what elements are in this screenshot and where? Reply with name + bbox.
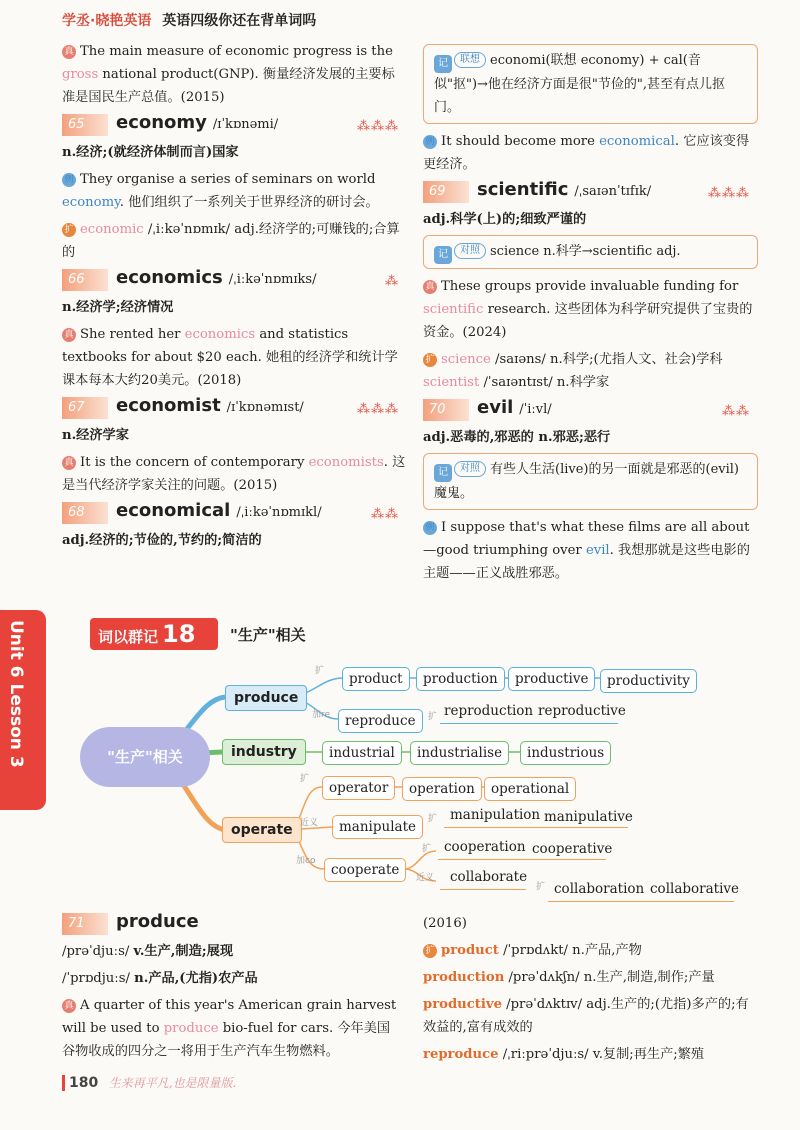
entry-number: 69 [423,181,469,203]
frequency-stars: ⁂⁂ [371,507,399,522]
exam-icon: 真 [62,45,76,59]
entry-number: 67 [62,397,108,419]
entry-number: 70 [423,399,469,421]
extension: 扩 product /ˈprɒdʌkt/ n.产品,产物 [423,939,758,962]
word-collaboration: collaboration [554,881,645,897]
word-cooperative: cooperative [532,841,613,857]
entry-economist [62,396,407,422]
extend-icon: 扩 [423,353,437,367]
example-icon: 例 [423,521,437,535]
example-sentence: 真 She rented her economics and statistics textbooks for about $20 each. 她租的经济学和统计学课本每本大约20美元。(2018) [62,327,398,388]
entry-produce [62,912,400,938]
underline [444,827,628,828]
word-industrial: industrial [322,741,402,765]
definition: adj.恶毒的,邪恶的 n.邪恶;恶行 [423,430,611,445]
word-production: production [416,667,505,691]
word-collaborate: collaborate [450,869,528,885]
label-ext: 扩 [428,712,438,722]
exam-year: (2016) [423,916,467,931]
definition: n.经济学;经济情况 [62,300,174,315]
definition: adj.经济的;节俭的,节约的;简洁的 [62,533,262,548]
example-icon: 例 [423,135,437,149]
example-sentence: 例 It should become more economical. 它应该变得更经济。 [423,134,750,172]
extension: productive /prəˈdʌktɪv/ adj.生产的;(尤指)多产的;有效益的,富有成效的 [423,997,749,1035]
example-sentence: 真 It is the concern of contemporary economists. 这是当代经济学家关注的问题。(2015) [62,455,406,493]
word-manipulate: manipulate [332,815,423,839]
definition: n.经济学家 [62,428,129,443]
word-cooperation: cooperation [444,839,526,855]
mindmap [60,655,800,915]
word-manipulation: manipulation [450,807,541,823]
entry-economical [62,501,407,527]
frequency-stars: ⁂⁂⁂ [357,119,399,134]
underline [440,723,618,724]
extension: reproduce /ˌriːprəˈdjuːs/ v.复制;再生产;繁殖 [423,1047,705,1062]
extend-icon: 扩 [62,223,76,237]
exam-icon: 真 [62,999,76,1013]
footer-slogan: 生来再平凡,也是限量版. [108,1076,237,1090]
headword: economist /ɪˈkɒnəmɪst/ [116,395,304,416]
example-icon: 例 [62,173,76,187]
page-footer [62,1074,236,1091]
word-collaborative: collaborative [650,881,740,897]
label-ext: 扩 [422,844,432,854]
definition: n.经济;(就经济体制而言)国家 [62,145,239,160]
label-ext: 扩 [315,666,325,676]
underline [548,901,734,902]
headword: economical /ˌiːkəˈnɒmɪkl/ [116,500,322,521]
frequency-stars: ⁂ [385,274,399,289]
word-productive: productive [508,667,595,691]
entry-number: 68 [62,502,108,524]
mindmap-title: "生产"相关 [230,626,306,644]
entry-economics [62,268,407,294]
exam-icon: 真 [62,456,76,470]
entry-evil [423,398,758,424]
headword: economy /ɪˈkɒnəmi/ [116,112,279,133]
memory-note: 记 对照 science n.科学→scientific adj. [423,235,758,269]
hub-industry: industry [222,739,306,765]
entry-number: 65 [62,114,108,136]
memory-note: 记 对照 有些人生活(live)的另一面就是邪恶的(evil)魔鬼。 [423,453,758,510]
definition: /ˈprɒdjuːs/ n.产品,(尤指)农产品 [62,971,258,986]
hub-operate: operate [222,817,302,843]
label-ext: 扩 [300,774,310,784]
memory-icon: 记 [434,55,452,73]
hub-produce: produce [225,685,307,711]
extension: production /prəˈdʌkʃn/ n.生产,制造,制作;产量 [423,970,715,985]
headword: evil /ˈiːvl/ [477,397,552,418]
produce-entry [62,912,400,1067]
example-sentence: 真 A quarter of this year's American grain harvest will be used to produce bio-fuel for cars. 今年美国谷物收成的四分之一将用于生产汽车生物燃料。 [62,998,397,1059]
word-reproduction: reproduction [444,703,534,719]
memory-icon: 记 [434,464,452,482]
entry-number: 66 [62,269,108,291]
exam-icon: 真 [423,280,437,294]
exam-icon: 真 [62,328,76,342]
entry-economy [62,113,407,139]
group-badge: 词以群记 18 [90,618,218,650]
header-brand: 学丞·晓艳英语 [62,13,152,29]
underline [438,859,606,860]
left-column [62,40,407,556]
definition: /prəˈdjuːs/ v.生产,制造;展现 [62,944,234,959]
right-column [423,40,758,589]
frequency-stars: ⁂⁂⁂ [708,186,750,201]
label-ext: 扩 [428,814,438,824]
headword: scientific /ˌsaɪənˈtɪfɪk/ [477,179,652,200]
headword: produce [116,911,199,932]
frequency-stars: ⁂⁂ [722,404,750,419]
word-manipulative: manipulative [544,809,633,825]
entry-scientific [423,180,758,206]
memory-note: 记 联想 economi(联想 economy) + cal(音似"抠")→他在经济方面是很"节俭的",甚至有点儿抠门。 [423,44,758,124]
memory-icon: 记 [434,246,452,264]
extension: 扩 science /saɪəns/ n.科学;(尤指人文、社会)学科 scientist /ˈsaɪəntɪst/ n.科学家 [423,352,723,390]
example-sentence: 真 These groups provide invaluable funding for scientific research. 这些团体为科学研究提供了宝贵的资金。(2024) [423,279,753,340]
word-industrious: industrious [520,741,611,765]
word-operation: operation [402,777,482,801]
word-reproduce: reproduce [338,709,423,733]
page-number: 180 [62,1075,98,1091]
example-sentence: 例 They organise a series of seminars on world economy. 他们组织了一系列关于世界经济的研讨会。 [62,172,379,210]
extension: 扩 economic /ˌiːkəˈnɒmɪk/ adj.经济学的;可赚钱的;合算的 [62,222,400,260]
unit-tab[interactable]: Unit 6 Lesson 3 [0,610,46,810]
page-header [62,10,316,30]
label-syn: 近义 [300,818,319,828]
header-title: 英语四级你还在背单词吗 [162,13,317,29]
word-product: product [342,667,410,691]
label-add-co: 加co [296,856,316,866]
gnp-example: 真 The main measure of economic progress is the gross national product(GNP). 衡量经济发展的主要标准是国民生产总值。(2015) [62,44,395,105]
word-operational: operational [484,777,576,801]
label-ext: 扩 [536,882,546,892]
word-productivity: productivity [600,669,697,693]
headword: economics /ˌiːkəˈnɒmɪks/ [116,267,317,288]
label-add-re: 加re [312,710,331,720]
word-reproductive: reproductive [538,703,626,719]
word-operator: operator [322,776,395,800]
word-cooperate: cooperate [324,858,406,882]
frequency-stars: ⁂⁂⁂ [357,402,399,417]
underline [440,889,526,890]
entry-number: 71 [62,913,108,935]
produce-extensions [423,912,758,1070]
mindmap-center: "生产"相关 [80,727,210,787]
definition: adj.科学(上)的;细致严谨的 [423,212,587,227]
label-syn: 近义 [416,873,435,883]
word-industrialise: industrialise [410,741,509,765]
extend-icon: 扩 [423,944,437,958]
example-sentence: 例 I suppose that's what these films are all about—good triumphing over evil. 我想那就是这些电影的主题——正义战胜邪恶。 [423,520,750,581]
